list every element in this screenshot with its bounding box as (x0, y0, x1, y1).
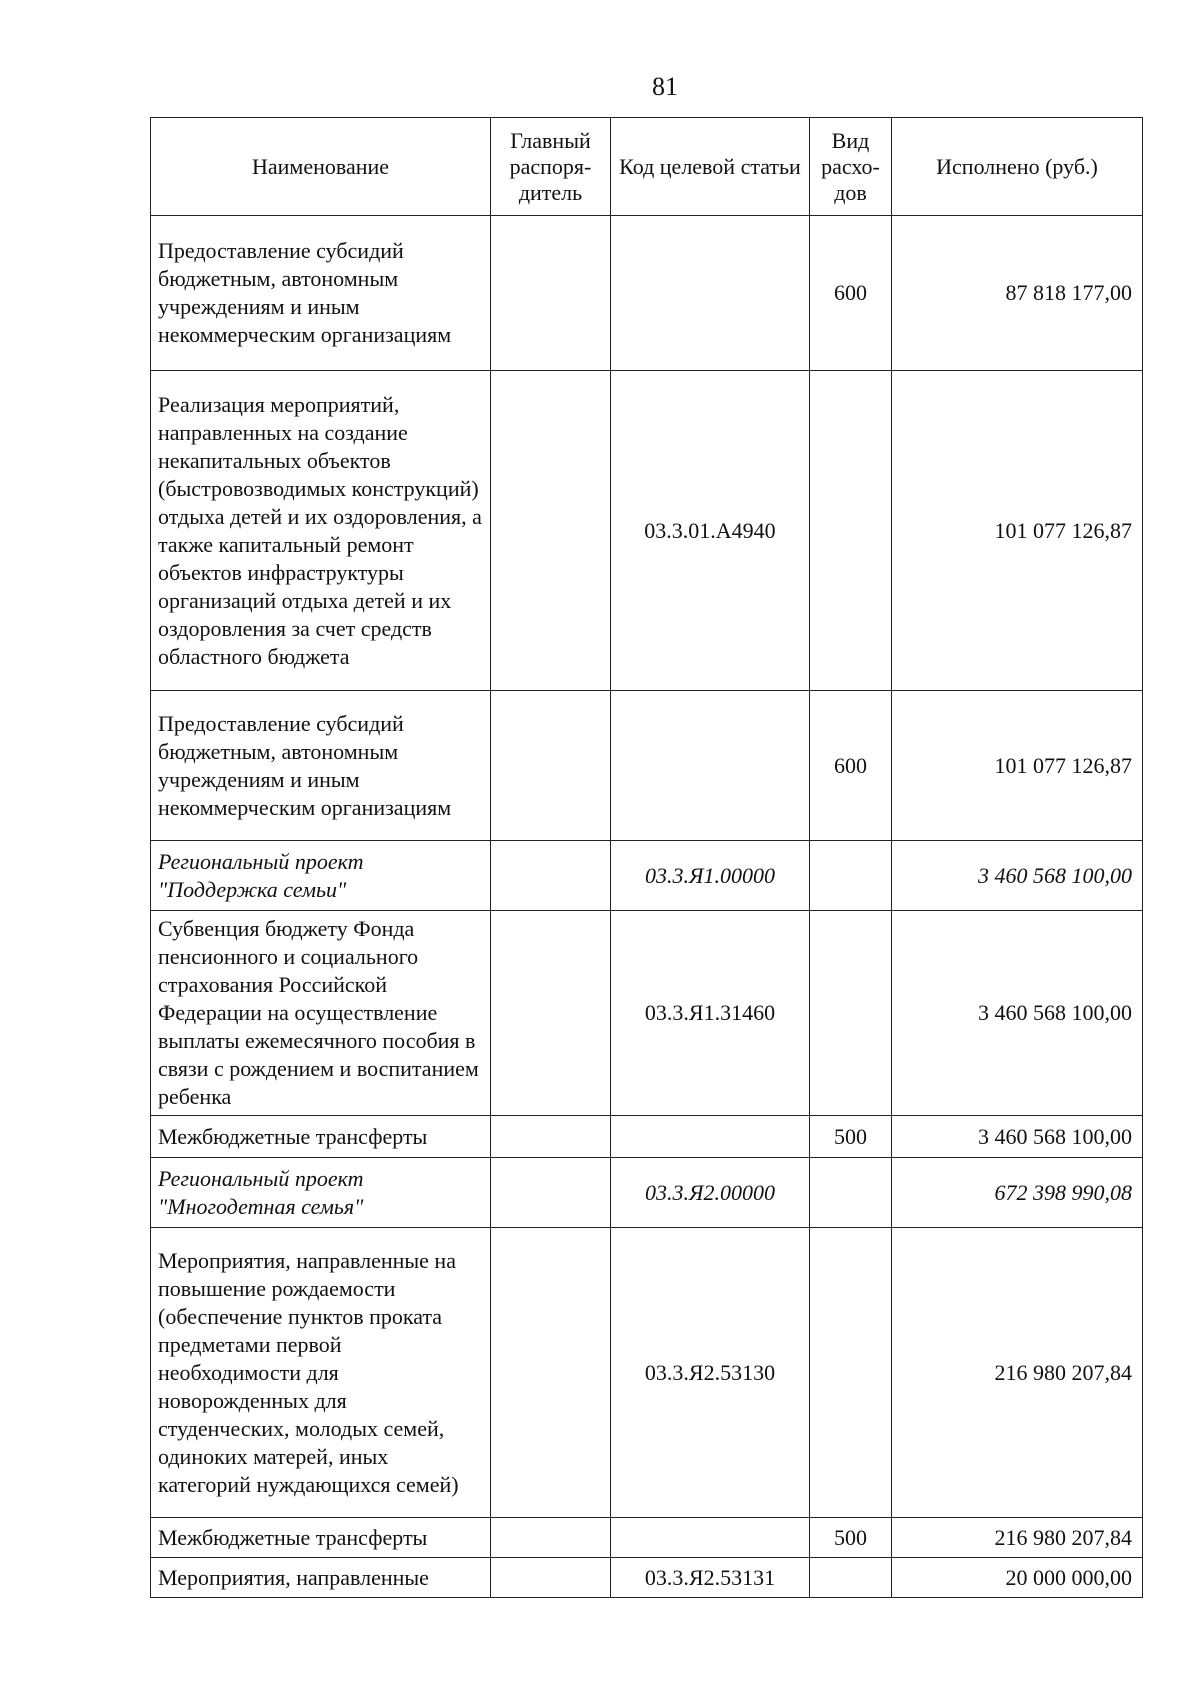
row-code: 03.3.01.А4940 (611, 371, 810, 691)
table-row (151, 1228, 1143, 1518)
row-kind (810, 911, 892, 1116)
table-row (151, 911, 1143, 1116)
row-name: Реализация мероприятий, направленных на создание некапитальных объектов (быстровозводимых конструкций) отдыха детей и их оздоровления, а также капитальный ремонт объектов инфраструктуры организаций отдыха детей и их оздоровления за счет средств областного бюджета (151, 371, 491, 691)
row-name: Региональный проект "Поддержка семьи" (151, 841, 491, 911)
row-amount: 3 460 568 100,00 (892, 841, 1143, 911)
row-ministry (491, 1228, 611, 1518)
header-kind: Вид расхо- дов (810, 118, 892, 216)
row-name: Предоставление субсидий бюджетным, автономным учреждениям и иным некоммерческим организациям (151, 216, 491, 371)
budget-table (150, 117, 1143, 1598)
row-ministry (491, 1116, 611, 1158)
header-amount: Исполнено (руб.) (892, 118, 1143, 216)
row-code: 03.3.Я2.00000 (611, 1158, 810, 1228)
row-ministry (491, 691, 611, 841)
table-row (151, 1558, 1143, 1598)
table-row (151, 1518, 1143, 1558)
row-amount: 101 077 126,87 (892, 691, 1143, 841)
row-code: 03.3.Я2.53131 (611, 1558, 810, 1598)
row-name: Мероприятия, направленные (151, 1558, 491, 1598)
row-kind (810, 841, 892, 911)
row-ministry (491, 371, 611, 691)
header-ministry: Главный распоря- дитель (491, 118, 611, 216)
row-kind: 600 (810, 691, 892, 841)
row-kind (810, 1558, 892, 1598)
row-name: Субвенция бюджету Фонда пенсионного и социального страхования Российской Федерации на осуществление выплаты ежемесячного пособия в связи с рождением и воспитанием ребенка (151, 911, 491, 1116)
row-amount: 3 460 568 100,00 (892, 911, 1143, 1116)
page-number: 81 (652, 72, 678, 101)
row-name: Региональный проект "Многодетная семья" (151, 1158, 491, 1228)
table-row (151, 1158, 1143, 1228)
row-amount: 87 818 177,00 (892, 216, 1143, 371)
row-amount: 20 000 000,00 (892, 1558, 1143, 1598)
row-name: Межбюджетные трансферты (151, 1518, 491, 1558)
row-ministry (491, 841, 611, 911)
row-ministry (491, 216, 611, 371)
row-name: Межбюджетные трансферты (151, 1116, 491, 1158)
table-row (151, 216, 1143, 371)
table-row (151, 841, 1143, 911)
row-ministry (491, 1158, 611, 1228)
row-code: 03.3.Я2.53130 (611, 1228, 810, 1518)
row-kind: 500 (810, 1518, 892, 1558)
row-code (611, 216, 810, 371)
table-row (151, 1116, 1143, 1158)
row-name: Мероприятия, направленные на повышение рождаемости (обеспечение пунктов проката предметами первой необходимости для новорожденных для студенческих, молодых семей, одиноких матерей, иных категорий нуждающихся семей) (151, 1228, 491, 1518)
header-row (151, 118, 1143, 216)
row-name: Предоставление субсидий бюджетным, автономным учреждениям и иным некоммерческим организациям (151, 691, 491, 841)
table-row (151, 371, 1143, 691)
row-code: 03.3.Я1.00000 (611, 841, 810, 911)
row-kind (810, 371, 892, 691)
row-kind: 500 (810, 1116, 892, 1158)
row-ministry (491, 1518, 611, 1558)
row-kind (810, 1228, 892, 1518)
row-ministry (491, 1558, 611, 1598)
row-kind: 600 (810, 216, 892, 371)
row-amount: 672 398 990,08 (892, 1158, 1143, 1228)
table-row (151, 691, 1143, 841)
row-code (611, 1116, 810, 1158)
row-code (611, 1518, 810, 1558)
row-amount: 3 460 568 100,00 (892, 1116, 1143, 1158)
row-code: 03.3.Я1.31460 (611, 911, 810, 1116)
header-code: Код целевой статьи (611, 118, 810, 216)
row-kind (810, 1158, 892, 1228)
row-ministry (491, 911, 611, 1116)
row-code (611, 691, 810, 841)
row-amount: 216 980 207,84 (892, 1518, 1143, 1558)
row-amount: 216 980 207,84 (892, 1228, 1143, 1518)
row-amount: 101 077 126,87 (892, 371, 1143, 691)
table-body (151, 216, 1143, 1598)
header-name: Наименование (151, 118, 491, 216)
